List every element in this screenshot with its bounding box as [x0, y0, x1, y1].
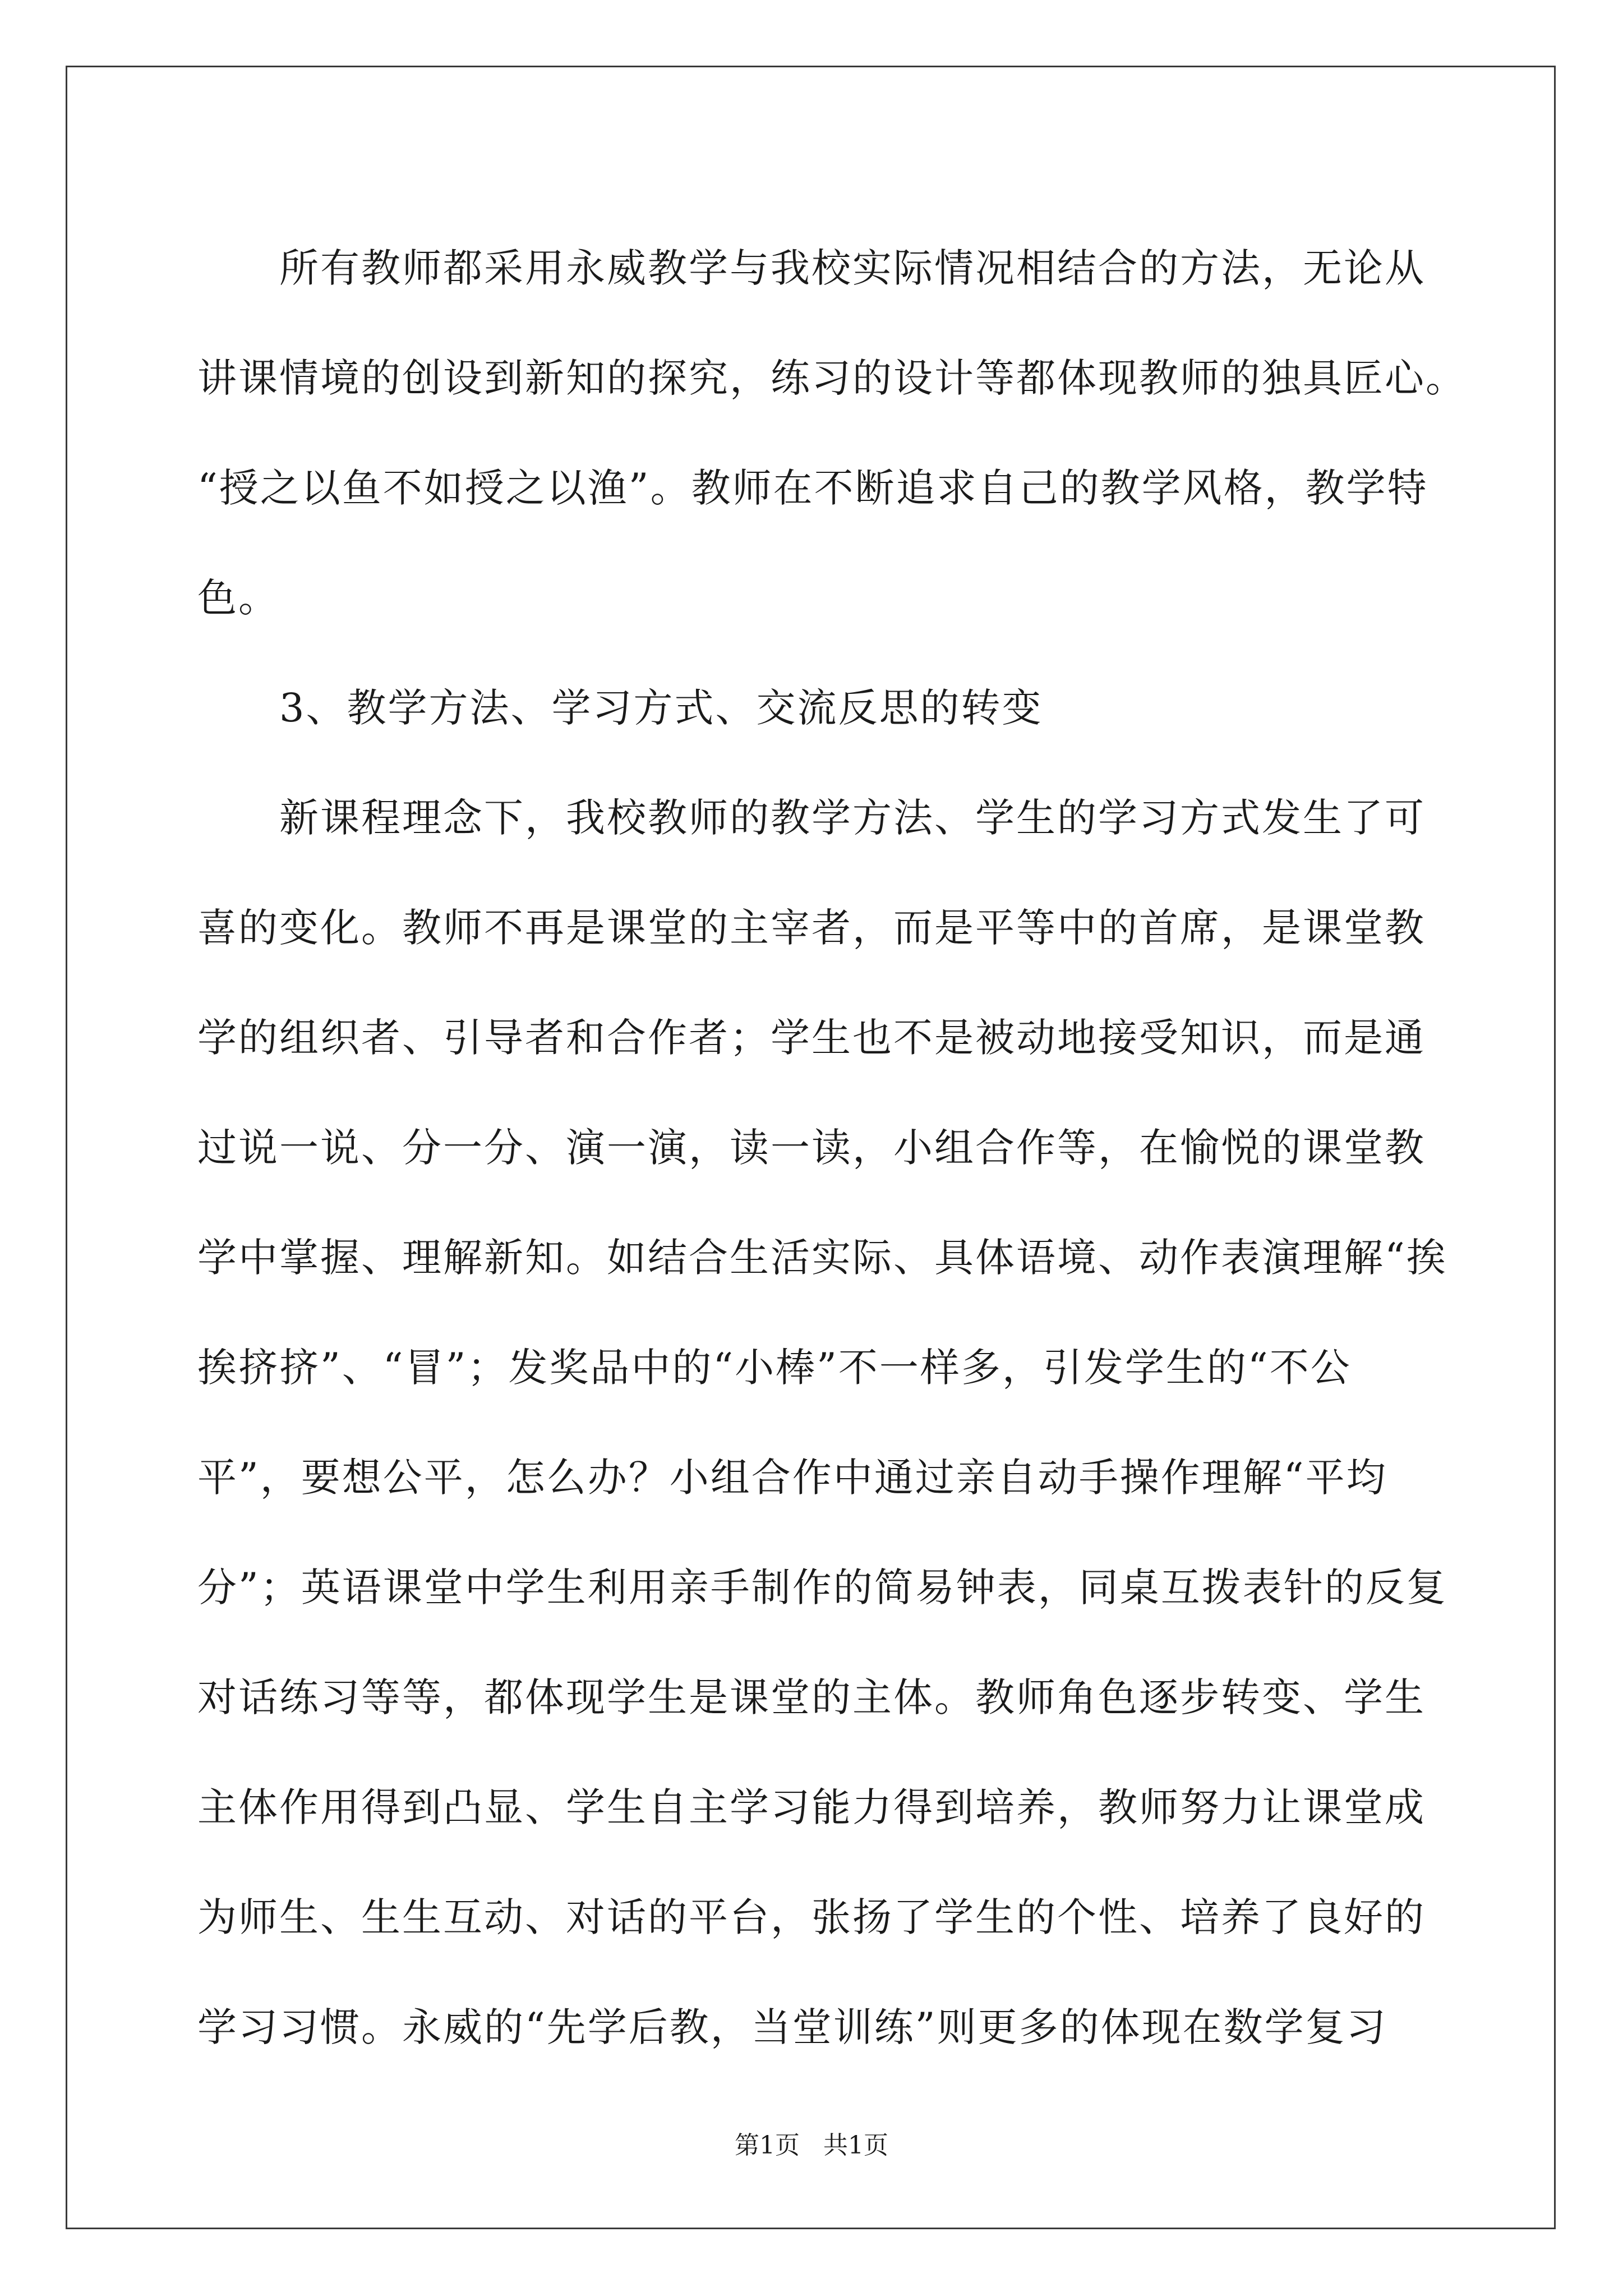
paragraph-line: 对话练习等等，都体现学生是课堂的主体。教师角色逐步转变、学生 — [197, 1674, 1426, 1720]
paragraph-line: 学的组织者、引导者和合作者；学生也不是被动地接受知识，而是通 — [197, 1015, 1426, 1061]
paragraph-line: 色。 — [197, 575, 279, 621]
paragraph-line: 平”，要想公平，怎么办？小组合作中通过亲自动手操作理解“平均 — [197, 1455, 1387, 1501]
paragraph-line: 讲课情境的创设到新知的探究，练习的设计等都体现教师的独具匠心。 — [197, 355, 1467, 401]
paragraph-line: 所有教师都采用永威教学与我校实际情况相结合的方法，无论从 — [279, 245, 1426, 291]
paragraph-line: 挨挤挤”、“冒”；发奖品中的“小棒”不一样多，引发学生的“不公 — [197, 1345, 1352, 1391]
section-heading: 3、教学方法、学习方式、交流反思的转变 — [279, 685, 1043, 731]
paragraph-line: 分”；英语课堂中学生利用亲手制作的简易钟表，同桌互拨表针的反复 — [197, 1565, 1447, 1611]
paragraph-line: “授之以鱼不如授之以渔”。教师在不断追求自己的教学风格，教学特 — [197, 465, 1428, 511]
paragraph-line: 过说一说、分一分、演一演，读一读，小组合作等，在愉悦的课堂教 — [197, 1125, 1426, 1171]
page-number-footer: 第1页 共1页 — [735, 2131, 888, 2160]
paragraph-line: 喜的变化。教师不再是课堂的主宰者，而是平等中的首席，是课堂教 — [197, 905, 1426, 951]
paragraph-line: 主体作用得到凸显、学生自主学习能力得到培养，教师努力让课堂成 — [197, 1784, 1426, 1830]
paragraph-line: 学习习惯。永威的“先学后教，当堂训练”则更多的体现在数学复习 — [197, 2004, 1387, 2050]
paragraph-line: 学中掌握、理解新知。如结合生活实际、具体语境、动作表演理解“挨 — [197, 1235, 1447, 1281]
document-body — [197, 213, 1467, 2082]
paragraph-line: 为师生、生生互动、对话的平台，张扬了学生的个性、培养了良好的 — [197, 1894, 1426, 1940]
paragraph-line: 新课程理念下，我校教师的教学方法、学生的学习方式发生了可 — [279, 795, 1426, 841]
